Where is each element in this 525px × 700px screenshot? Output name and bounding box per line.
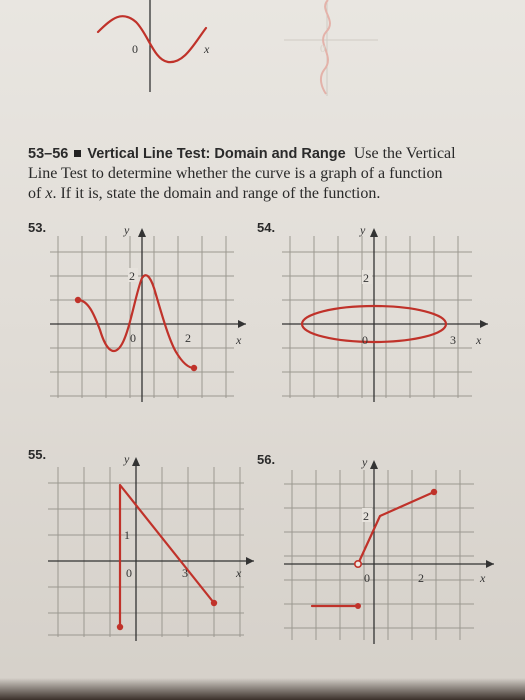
problem-54-x-arrow-icon (480, 320, 488, 328)
top-left-origin-label: 0 (132, 42, 138, 56)
problem-55-graph (48, 452, 258, 645)
problem-55-endpoint-right (211, 600, 217, 606)
section-title: Vertical Line Test: Domain and Range (87, 146, 346, 162)
problem-55-ytick-1: 1 (124, 528, 130, 542)
problem-56-upper-piece (358, 492, 434, 564)
top-right-origin-label: 0 (320, 43, 326, 55)
top-left-curve (98, 16, 206, 62)
problem-55-xtick-3: 3 (182, 566, 188, 580)
problem-55-y-label: y (124, 452, 130, 466)
instructions-line-1: Use the Vertical (353, 145, 456, 162)
problem-56-grid (284, 470, 474, 640)
problem-53-y-label: y (124, 223, 130, 237)
problem-54-y-arrow-icon (370, 228, 378, 237)
section-bullet-icon (74, 150, 81, 157)
instructions-line-3-pre: of (28, 185, 46, 202)
problem-53-origin: 0 (130, 331, 136, 345)
problem-53-endpoint-right (191, 365, 197, 371)
problem-54-xtick-3: 3 (450, 333, 456, 347)
problem-54-number: 54. (257, 220, 276, 235)
problem-56-endpoint-lower (355, 603, 361, 609)
problem-54-grid (282, 236, 472, 398)
problem-53-number: 53. (28, 220, 47, 235)
problem-54-origin: 0 (362, 333, 368, 347)
instructions-line-3-post: . If it is, state the domain and range of the function. (52, 185, 381, 202)
problem-53-x-arrow-icon (238, 320, 246, 328)
section-number: 53–56 (28, 146, 69, 162)
problem-55-grid (48, 467, 244, 637)
section-header (28, 144, 498, 164)
problem-55-curve (120, 485, 214, 627)
problem-56-ytick-2: 2 (363, 509, 369, 523)
top-graph-right (282, 0, 392, 100)
instructions-line-3-var: x (45, 185, 53, 202)
problem-56-origin: 0 (364, 571, 370, 585)
problem-53-graph (50, 223, 250, 406)
problem-54-x-label: x (476, 333, 482, 347)
problem-56-graph (284, 455, 498, 648)
instructions-line-3 (28, 184, 380, 204)
problem-53-curve (78, 275, 194, 368)
problem-55-origin: 0 (126, 566, 132, 580)
instructions-line-2: Line Test to determine whether the curve is a graph of a function (28, 165, 443, 182)
problem-53-x-label: x (236, 333, 242, 347)
problem-56-number: 56. (257, 452, 276, 467)
problem-55-endpoint-bottom (117, 624, 123, 630)
problem-55-y-arrow-icon (132, 457, 140, 466)
problem-55-x-label: x (236, 566, 242, 580)
problem-53-y-arrow-icon (138, 228, 146, 237)
problem-56-y-arrow-icon (370, 460, 378, 469)
problem-53-ytick-2: 2 (129, 269, 135, 283)
problem-56-x-arrow-icon (486, 560, 494, 568)
problem-53-endpoint-left (75, 297, 81, 303)
problem-54-graph (282, 223, 498, 406)
problem-56-xtick-2: 2 (418, 571, 424, 585)
problem-56-open-point (355, 561, 361, 567)
problem-55-number: 55. (28, 447, 47, 462)
problem-56-x-label: x (480, 571, 486, 585)
problem-54-ytick-2: 2 (363, 271, 369, 285)
problem-56-endpoint-right (431, 489, 437, 495)
problem-56-y-label: y (362, 455, 368, 469)
problem-54-y-label: y (360, 223, 366, 237)
top-graph-left (88, 0, 238, 100)
bottom-shadow (0, 678, 525, 700)
top-left-x-label: x (204, 42, 210, 56)
problem-55-x-arrow-icon (246, 557, 254, 565)
problem-53-xtick-2: 2 (185, 331, 191, 345)
